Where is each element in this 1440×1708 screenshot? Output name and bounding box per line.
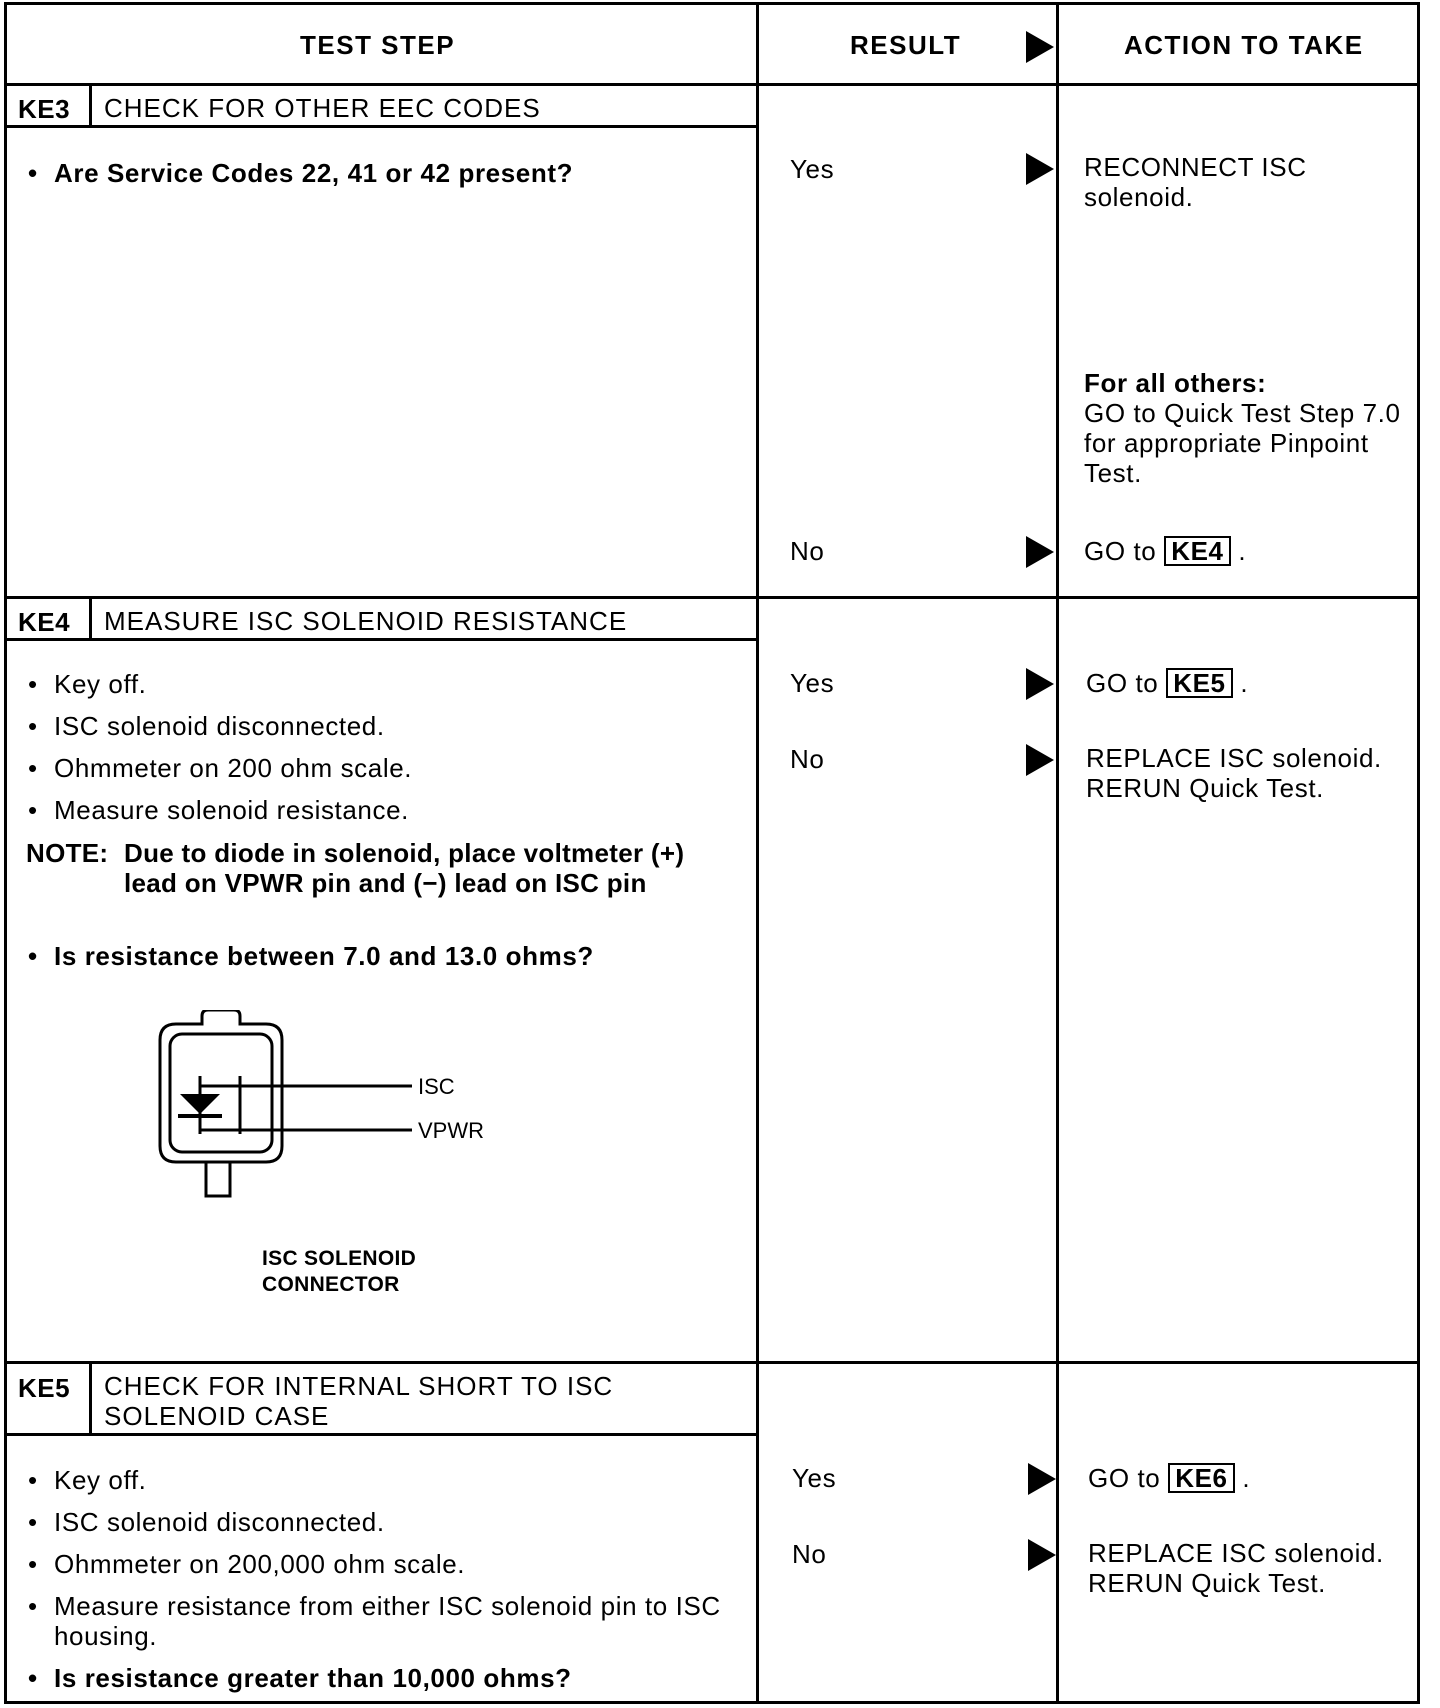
diagram-caption-line-1: ISC SOLENOID bbox=[262, 1247, 417, 1270]
header-test-step: TEST STEP bbox=[300, 30, 456, 60]
ke5-title-underline bbox=[4, 1433, 759, 1436]
ke3-title-underline bbox=[4, 125, 759, 128]
ke3-yes-arrow-icon bbox=[1026, 153, 1054, 185]
isc-solenoid-connector-diagram bbox=[140, 1010, 540, 1210]
ke3-no-action-ref: KE4 bbox=[1164, 536, 1230, 566]
ke4-bullet-1: • Key off. bbox=[26, 669, 147, 699]
diagram-caption-line-2: CONNECTOR bbox=[262, 1273, 400, 1296]
ke4-no-action: REPLACE ISC solenoid. RERUN Quick Test. bbox=[1086, 743, 1382, 803]
ke4-id-separator bbox=[89, 598, 92, 640]
ke4-yes-action-prefix: GO to bbox=[1086, 668, 1159, 698]
ke3-no-arrow-icon bbox=[1026, 536, 1054, 568]
ke5-bullet-4: • Measure resistance from either ISC solenoid pin to ISC housing. bbox=[26, 1591, 726, 1651]
ke3-others-heading: For all others: bbox=[1084, 368, 1267, 398]
ke4-question: • Is resistance between 7.0 and 13.0 ohms? bbox=[26, 941, 726, 971]
ke5-yes-action-suffix: . bbox=[1242, 1463, 1251, 1493]
ke3-yes-action: RECONNECT ISC solenoid. bbox=[1084, 152, 1307, 212]
ke5-bullet-2: • ISC solenoid disconnected. bbox=[26, 1507, 385, 1537]
ke4-bullet-2: • ISC solenoid disconnected. bbox=[26, 711, 385, 741]
header-arrow-icon bbox=[1026, 31, 1054, 63]
ke4-yes-action-ref: KE5 bbox=[1166, 668, 1232, 698]
ke4-note-text: Due to diode in solenoid, place voltmeter (+) lead on VPWR pin and (−) lead on ISC pin bbox=[124, 838, 685, 898]
ke4-no-label: No bbox=[790, 744, 825, 774]
ke4-yes-label: Yes bbox=[790, 668, 835, 698]
ke4-bullet-4: • Measure solenoid resistance. bbox=[26, 795, 409, 825]
ke4-step-id: KE4 bbox=[18, 607, 71, 637]
ke4-yes-action bbox=[1086, 668, 1248, 698]
row-divider-ke4 bbox=[4, 596, 1420, 599]
ke5-step-id: KE5 bbox=[18, 1373, 71, 1403]
column-divider-action bbox=[1056, 2, 1059, 1704]
ke3-step-title: CHECK FOR OTHER EEC CODES bbox=[104, 93, 541, 123]
ke5-yes-action-prefix: GO to bbox=[1088, 1463, 1161, 1493]
ke4-no-arrow-icon bbox=[1026, 744, 1054, 776]
ke3-question: • Are Service Codes 22, 41 or 42 present? bbox=[26, 158, 726, 188]
ke4-title-underline bbox=[4, 638, 759, 641]
vpwr-pin-label: VPWR bbox=[418, 1118, 484, 1143]
connector-bottom-tab bbox=[206, 1162, 230, 1196]
ke4-yes-action-suffix: . bbox=[1240, 668, 1249, 698]
ke5-bullet-1: • Key off. bbox=[26, 1465, 147, 1495]
ke4-bullet-3: • Ohmmeter on 200 ohm scale. bbox=[26, 753, 412, 783]
ke5-step-title: CHECK FOR INTERNAL SHORT TO ISC SOLENOID CASE bbox=[104, 1371, 614, 1431]
header-divider bbox=[4, 83, 1420, 86]
ke3-yes-label: Yes bbox=[790, 154, 835, 184]
ke4-yes-arrow-icon bbox=[1026, 668, 1054, 700]
header-result: RESULT bbox=[850, 30, 962, 60]
row-divider-ke5 bbox=[4, 1361, 1420, 1364]
ke3-id-separator bbox=[89, 85, 92, 127]
header-action: ACTION TO TAKE bbox=[1124, 30, 1364, 60]
ke5-bullet-3: • Ohmmeter on 200,000 ohm scale. bbox=[26, 1549, 465, 1579]
ke4-step-title: MEASURE ISC SOLENOID RESISTANCE bbox=[104, 606, 628, 636]
ke3-no-action-prefix: GO to bbox=[1084, 536, 1157, 566]
ke3-step-id: KE3 bbox=[18, 94, 71, 124]
isc-pin-label: ISC bbox=[418, 1074, 455, 1099]
connector-inner-outline bbox=[170, 1034, 272, 1152]
ke5-yes-action bbox=[1088, 1463, 1250, 1493]
ke3-no-action-suffix: . bbox=[1238, 536, 1247, 566]
ke5-yes-arrow-icon bbox=[1028, 1463, 1056, 1495]
ke5-yes-label: Yes bbox=[792, 1463, 837, 1493]
ke5-yes-action-ref: KE6 bbox=[1168, 1463, 1234, 1493]
ke5-no-arrow-icon bbox=[1028, 1539, 1056, 1571]
ke5-no-action: REPLACE ISC solenoid. RERUN Quick Test. bbox=[1088, 1538, 1384, 1598]
ke5-id-separator bbox=[89, 1363, 92, 1435]
ke3-no-label: No bbox=[790, 536, 825, 566]
ke5-question: • Is resistance greater than 10,000 ohms? bbox=[26, 1663, 726, 1693]
ke4-note-label: NOTE: bbox=[26, 838, 109, 868]
ke3-no-action bbox=[1084, 536, 1246, 566]
ke3-others-action: GO to Quick Test Step 7.0 for appropriate Pinpoint Test. bbox=[1084, 398, 1401, 488]
ke5-no-label: No bbox=[792, 1539, 827, 1569]
column-divider-result bbox=[756, 2, 759, 1704]
